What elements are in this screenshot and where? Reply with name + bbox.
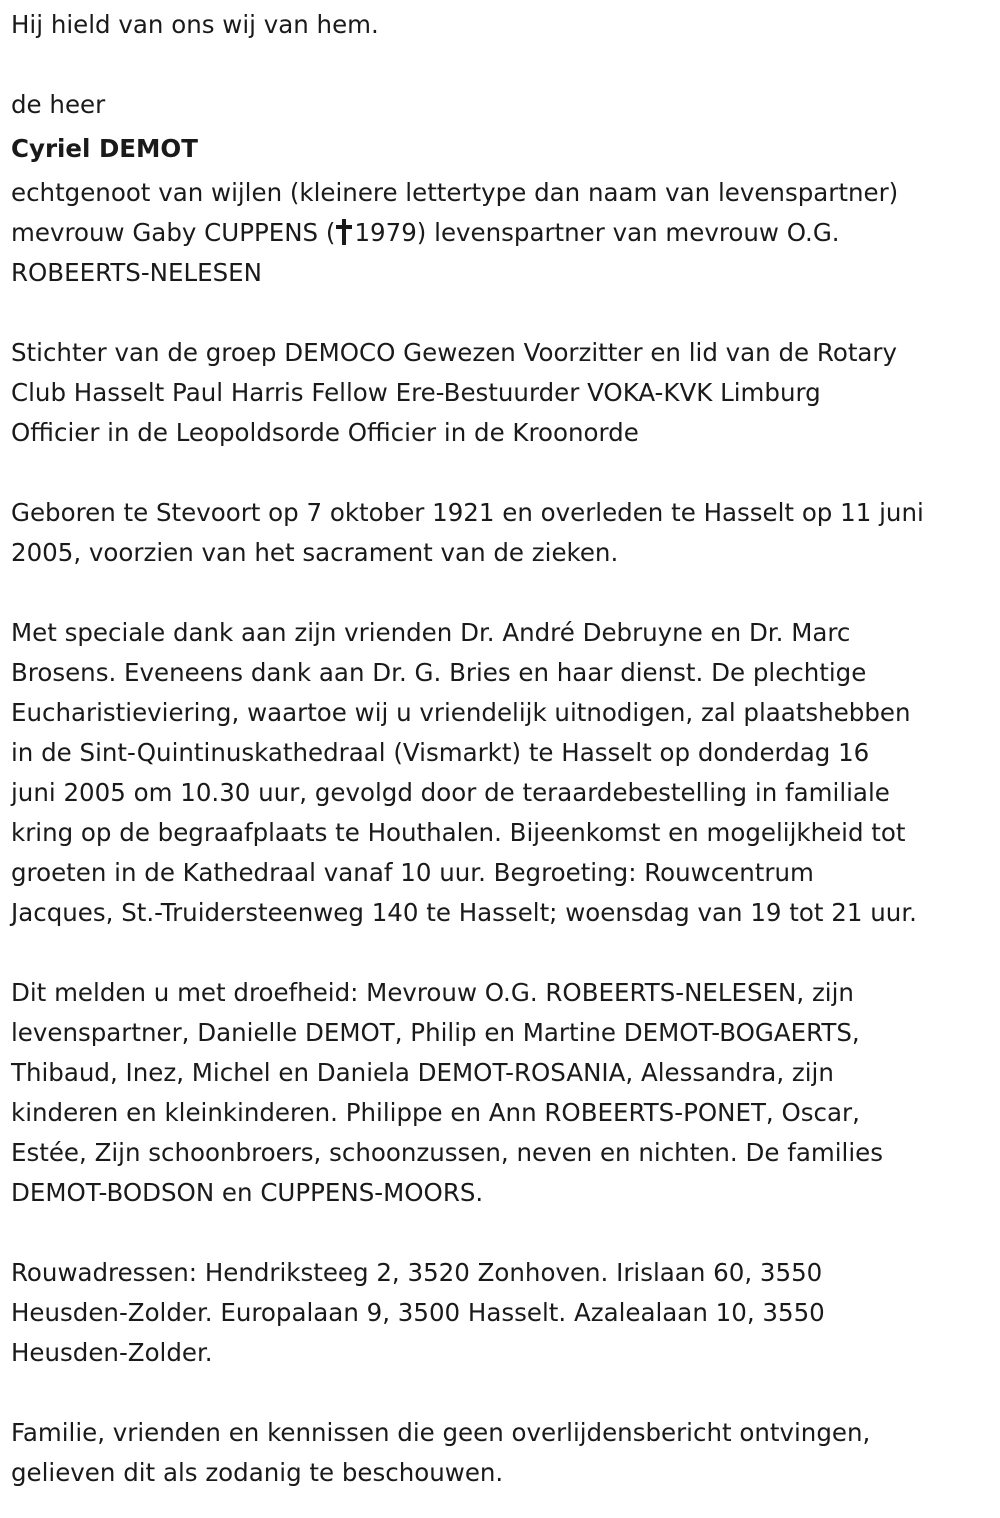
relations-text: mevrouw Gaby CUPPENS ( — [11, 218, 336, 247]
spacer — [11, 933, 988, 973]
paragraph-line: DEMOT-BODSON en CUPPENS-MOORS. — [11, 1178, 484, 1207]
intro-quote: Hij hield van ons wij van hem. — [11, 10, 379, 39]
relations-line: ROBEERTS-NELESEN — [11, 258, 262, 287]
paragraph-line: Dit melden u met droefheid: Mevrouw O.G. ROBEERTS-NELESEN, zijn — [11, 978, 854, 1007]
functions-paragraph — [11, 333, 988, 453]
spacer — [11, 293, 988, 333]
announcers-paragraph — [11, 973, 988, 1213]
relations-block — [11, 173, 988, 293]
paragraph-line: Estée, Zijn schoonbroers, schoonzussen, neven en nichten. De families — [11, 1138, 883, 1167]
spacer — [11, 1373, 988, 1413]
paragraph-line: Eucharistieviering, waartoe wij u vriendelijk uitnodigen, zal plaatshebben — [11, 698, 911, 727]
paragraph-line: Officier in de Leopoldsorde Officier in de Kroonorde — [11, 418, 639, 447]
paragraph-line: Met speciale dank aan zijn vrienden Dr. André Debruyne en Dr. Marc — [11, 618, 851, 647]
latin-cross-icon — [336, 219, 352, 245]
relations-text: 1979) levenspartner van mevrouw O.G. — [354, 218, 840, 247]
addresses-paragraph — [11, 1253, 988, 1373]
paragraph-line: Thibaud, Inez, Michel en Daniela DEMOT-ROSANIA, Alessandra, zijn — [11, 1058, 834, 1087]
paragraph-line: Familie, vrienden en kennissen die geen overlijdensbericht ontvingen, — [11, 1418, 871, 1447]
spacer — [11, 573, 988, 613]
relations-line: echtgenoot van wijlen (kleinere lettertype dan naam van levenspartner) — [11, 178, 899, 207]
relations-line — [11, 213, 988, 253]
paragraph-line: Heusden-Zolder. — [11, 1338, 213, 1367]
paragraph-line: levenspartner, Danielle DEMOT, Philip en Martine DEMOT-BOGAERTS, — [11, 1018, 860, 1047]
paragraph-line: Geboren te Stevoort op 7 oktober 1921 en overleden te Hasselt op 11 juni — [11, 498, 924, 527]
paragraph-line: gelieven dit als zodanig te beschouwen. — [11, 1458, 504, 1487]
deceased-name: Cyriel DEMOT — [11, 134, 198, 163]
spacer — [11, 45, 988, 85]
thanks-ceremony-paragraph — [11, 613, 988, 933]
paragraph-line: juni 2005 om 10.30 uur, gevolgd door de teraardebestelling in familiale — [11, 778, 890, 807]
paragraph-line: Stichter van de groep DEMOCO Gewezen Voorzitter en lid van de Rotary — [11, 338, 898, 367]
paragraph-line: Club Hasselt Paul Harris Fellow Ere-Bestuurder VOKA-KVK Limburg — [11, 378, 821, 407]
paragraph-line: kring op de begraafplaats te Houthalen. Bijeenkomst en mogelijkheid tot — [11, 818, 906, 847]
spacer — [11, 1213, 988, 1253]
paragraph-line: Jacques, St.-Truidersteenweg 140 te Hasselt; woensdag van 19 tot 21 uur. — [11, 898, 917, 927]
spacer — [11, 453, 988, 493]
paragraph-line: in de Sint-Quintinuskathedraal (Vismarkt) te Hasselt op donderdag 16 — [11, 738, 870, 767]
closing-paragraph — [11, 1413, 988, 1493]
paragraph-line: 2005, voorzien van het sacrament van de zieken. — [11, 538, 619, 567]
paragraph-line: Brosens. Eveneens dank aan Dr. G. Bries en haar dienst. De plechtige — [11, 658, 867, 687]
birth-death-paragraph — [11, 493, 988, 573]
paragraph-line: Rouwadressen: Hendriksteeg 2, 3520 Zonhoven. Irislaan 60, 3550 — [11, 1258, 823, 1287]
paragraph-line: groeten in de Kathedraal vanaf 10 uur. Begroeting: Rouwcentrum — [11, 858, 814, 887]
title-prefix: de heer — [11, 90, 106, 119]
paragraph-line: kinderen en kleinkinderen. Philippe en Ann ROBEERTS-PONET, Oscar, — [11, 1098, 860, 1127]
paragraph-line: Heusden-Zolder. Europalaan 9, 3500 Hasselt. Azalealaan 10, 3550 — [11, 1298, 825, 1327]
